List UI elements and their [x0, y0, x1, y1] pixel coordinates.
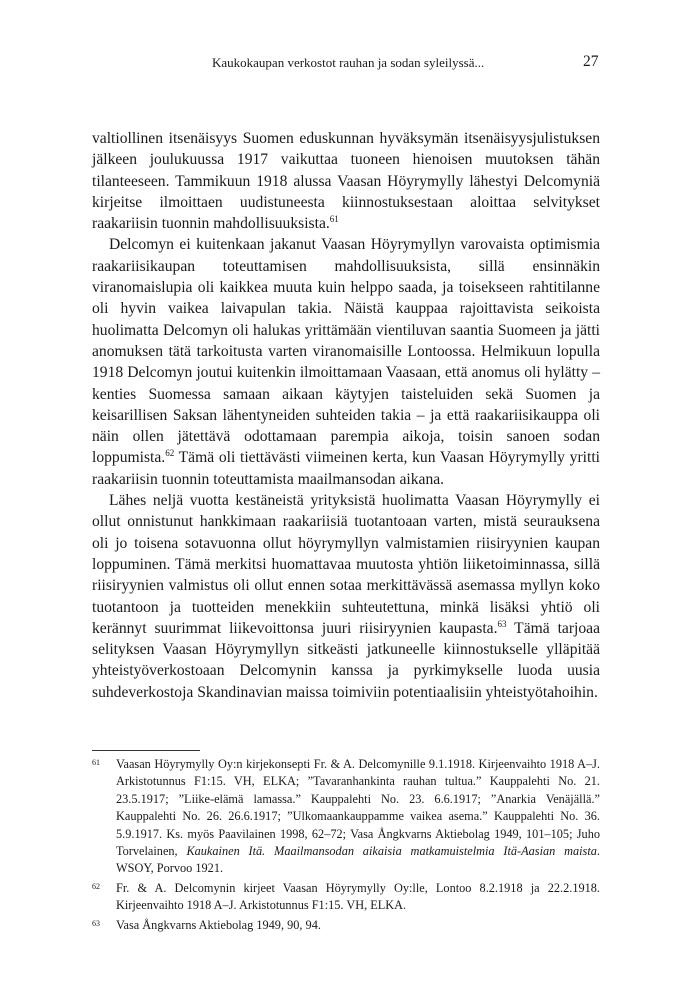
paragraph-1: [92, 128, 600, 234]
footnote-text-after: . WSOY, Porvoo 1921.: [116, 844, 600, 876]
footnote-text: Vasa Ångkvarns Aktiebolag 1949, 90, 94.: [116, 917, 321, 932]
paragraph-text: Lähes neljä vuotta kestäneistä yrityksistä huolimatta Vaasan Höyrymylly ei ollut onnistunut hankkimaan raakariisiä tuotantoaan varten, mistä seurauksena oli jo toisena sotavuonna ollut höyrymyllyn valmistamien riisiryynien kaupan loppuminen. Tämä merkitsi huomattavaa muutosta yhtiön liiketoiminnassa, sillä riisiryynien valmistus oli ollut ennen sotaa merkittävässä asemassa myllyn koko tuotantoon ja tuotteiden menekkiin suhteutettuna, minkä lisäksi yhtiö oli kerännyt suurimmat liikevoittonsa juuri riisiryynien kaupasta.: [92, 492, 600, 637]
footnote-text: Vaasan Höyrymylly Oy:n kirjekonsepti Fr. & A. Delcomynille 9.1.1918. Kirjeenvaihto 1918 A–J. Arkistotunnus F1:15. VH, ELKA; ”Tavaranhankinta rauhan tultua.” Kauppalehti No. 21. 23.5.1917; ”Liike-elämä lamassa.” Kauppalehti No. 23. 6.6.1917; ”Anarkia Venäjällä.” Kauppalehti No. 26. 26.6.1917; ”Ulkomaankauppamme vaikea asema.” Kauppalehti No. 36. 5.9.1917. Ks. myös Paavilainen 1998, 62–72; Vasa Ångkvarns Aktiebolag 1949, 101–105; Juho Torvelainen,: [116, 757, 600, 859]
footnote-divider: [92, 750, 200, 751]
footnotes: [92, 756, 600, 936]
paragraph-text: Delcomyn ei kuitenkaan jakanut Vaasan Höyrymyllyn varovaista optimismia raakariisikaupan toteuttamisen mahdollisuuksista, sillä ensinnäkin viranomaislupia oli kaikkea muuta kuin helppo saada, ja toisekseen rahtitilanne oli hyvin vaikea laivapulan takia. Näistä kauppaa rajoittavista seikoista huolimatta Delcomyn oli halukas yrittämään vientiluvan saantia Suomeen ja jätti anomuksen tätä tarkoitusta varten viranomaisille Lontoossa. Helmikuun lopulla 1918 Delcomyn joutui kuitenkin ilmoittamaan Vaasaan, että anomus oli hylätty – kenties Suomessa samaan aikaan käytyjen taisteluiden sekä Suomen ja keisarillisen Saksan lähentyneiden suhteiden takia – ja että raakariisikauppa oli näin ollen jätettävä odottamaan parempia aikoja, toisin sanoen sodan loppumista.: [92, 236, 600, 467]
paragraph-text: valtiollinen itsenäisyys Suomen eduskunnan hyväksymän itsenäisyysjulistuksen jälkeen joulukuussa 1917 vaikuttaa tuoneen hienoisen muutoksen tähän tilanteeseen. Tammikuun 1918 alussa Vaasan Höyrymylly lähestyi Delcomyniä kirjeitse ilmoittaen uudistuneesta kiinnostuksestaan aloittaa selvitykset raakariisin tuonnin mahdollisuuksista.: [92, 130, 600, 233]
footnote-number: 61: [92, 758, 100, 767]
footnote-62: [92, 880, 600, 915]
footnote-ref-63[interactable]: 63: [497, 618, 507, 629]
footnote-ref-62[interactable]: 62: [165, 448, 175, 459]
footnote-ref-61[interactable]: 61: [329, 214, 339, 224]
footnote-63: [92, 917, 600, 934]
paragraph-text-after: Tämä oli tiettävästi viimeinen kerta, kun Vaasan Höyrymylly yritti raakariisin tuonnin toteuttamista maailmansodan aikana.: [92, 449, 600, 488]
paragraph-text-after: Tämä tarjoaa selityksen Vaasan Höyrymyllyn sitkeästi jatkuneelle kiinnostukselle ylläpitää yhteistyöverkostoaan Delcomynin kanssa ja pyrkimykselle luoda uusia suhdeverkostoja Skandinavian maissa toimiviin potentiaalisiin yhteistyötahoihin.: [92, 619, 601, 701]
paragraph-3: [92, 490, 600, 703]
footnote-text: Fr. & A. Delcomynin kirjeet Vaasan Höyrymylly Oy:lle, Lontoo 8.2.1918 ja 22.2.1918. Kirjeenvaihto 1918 A–J. Arkistotunnus F1:15. VH, ELKA.: [116, 880, 600, 913]
page-number: 27: [583, 53, 599, 70]
running-header: [0, 53, 692, 73]
footnote-number: 63: [92, 918, 100, 928]
paragraph-2: [92, 234, 600, 490]
footnote-number: 62: [92, 881, 100, 891]
body-text: [92, 128, 600, 703]
footnote-61: [92, 756, 600, 878]
footnote-italic-title: Kaukainen Itä. Maailmansodan aikaisia matkamuistelmia Itä-Aasian maista: [186, 844, 597, 859]
running-title: Kaukokaupan verkostot rauhan ja sodan syleilyssä...: [212, 55, 485, 70]
